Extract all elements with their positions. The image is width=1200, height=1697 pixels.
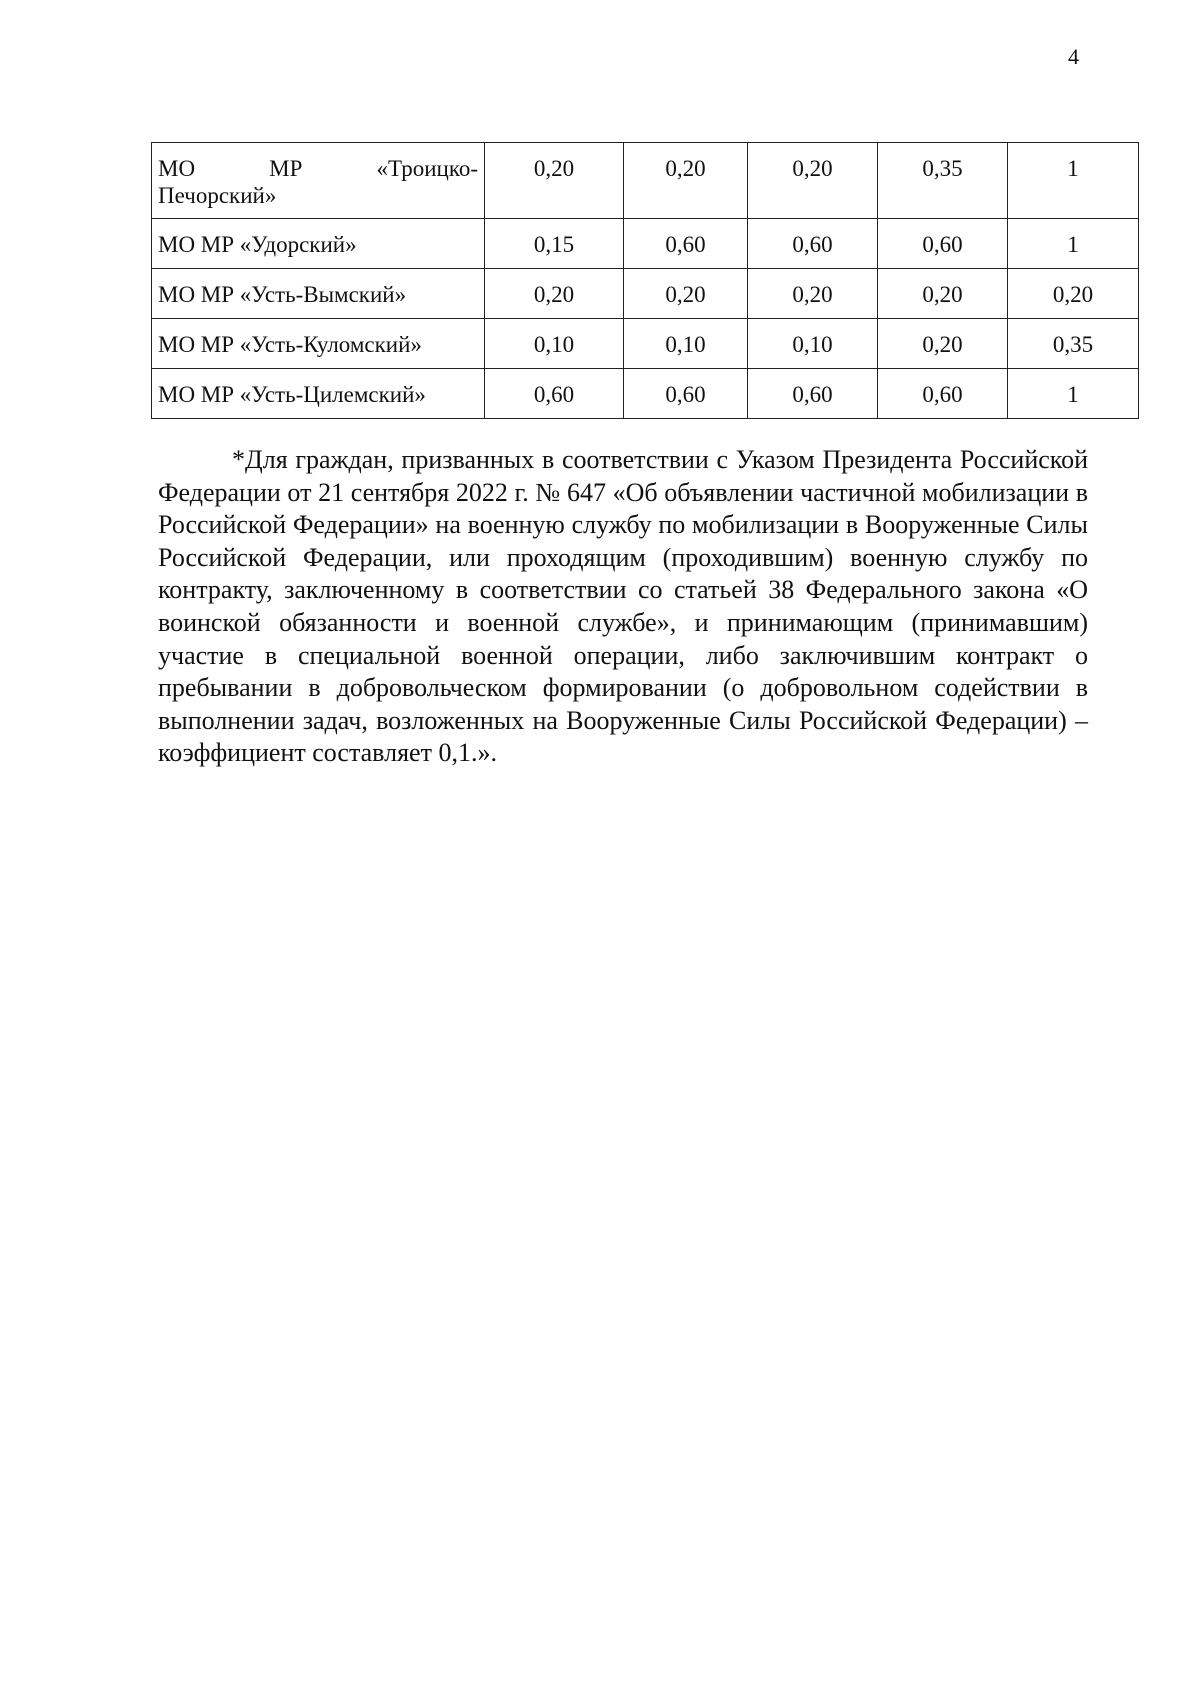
footnote-paragraph: *Для граждан, призванных в соответствии с Указом Президента Российской Федерации от 21 сентября 2022 г. № 647 «Об объявлении частичной мобилизации в Российской Федерации» на военную службу по мобилизации в Вооруженные Силы Российской Федерации, или проходящим (проходившим) военную службу по контракту, заключенному в соответствии со статьей 38 Федерального закона «О воинской обязанности и военной службе», и принимающим (принимавшим) участие в специальной военной операции, либо заключившим контракт о пребывании в добровольческом формировании (о добровольном содействии в выполнении задач, возложенных на Вооруженные Силы Российской Федерации) – коэффициент составляет 0,1.». <box>158 445 1088 768</box>
table-row <box>152 319 1139 369</box>
coefficient-value: 0,20 <box>485 143 624 219</box>
coefficient-value: 1 <box>1008 369 1139 419</box>
table-row <box>152 369 1139 419</box>
table-row <box>152 219 1139 269</box>
coefficient-value: 0,60 <box>748 369 878 419</box>
coefficient-value: 0,20 <box>1008 269 1139 319</box>
coefficient-value: 0,60 <box>878 219 1008 269</box>
municipality-name-cell: МО МР «Усть-Цилемский» <box>152 369 485 419</box>
table-row <box>152 269 1139 319</box>
coefficient-value: 0,20 <box>748 269 878 319</box>
coefficient-value: 0,20 <box>624 143 748 219</box>
coefficient-value: 0,20 <box>748 143 878 219</box>
table-row <box>152 143 1139 219</box>
coefficient-value: 0,60 <box>878 369 1008 419</box>
coefficient-value: 0,10 <box>485 319 624 369</box>
coefficient-value: 0,10 <box>624 319 748 369</box>
coefficient-value: 1 <box>1008 219 1139 269</box>
municipality-name-cell: МО МР «Усть-Куломский» <box>152 319 485 369</box>
municipality-name-line2: Печорский» <box>158 183 277 208</box>
coefficient-value: 0,35 <box>878 143 1008 219</box>
municipality-name-cell: МО МР «Усть-Вымский» <box>152 269 485 319</box>
coefficient-value: 0,20 <box>624 269 748 319</box>
coefficient-value: 0,60 <box>624 219 748 269</box>
coefficient-value: 0,60 <box>748 219 878 269</box>
coefficient-table <box>151 142 1139 419</box>
coefficient-value: 0,35 <box>1008 319 1139 369</box>
coefficient-value: 0,20 <box>485 269 624 319</box>
coefficient-value: 0,10 <box>748 319 878 369</box>
coefficient-value: 0,15 <box>485 219 624 269</box>
coefficient-value: 1 <box>1008 143 1139 219</box>
coefficient-value: 0,60 <box>624 369 748 419</box>
coefficient-value: 0,20 <box>878 319 1008 369</box>
page-number: 4 <box>1068 44 1079 69</box>
municipality-name-line1: МО МР «Троицко- <box>158 156 478 181</box>
municipality-name-cell: МО МР «Удорский» <box>152 219 485 269</box>
coefficient-value: 0,60 <box>485 369 624 419</box>
coefficient-value: 0,20 <box>878 269 1008 319</box>
municipality-name-cell <box>152 143 485 219</box>
